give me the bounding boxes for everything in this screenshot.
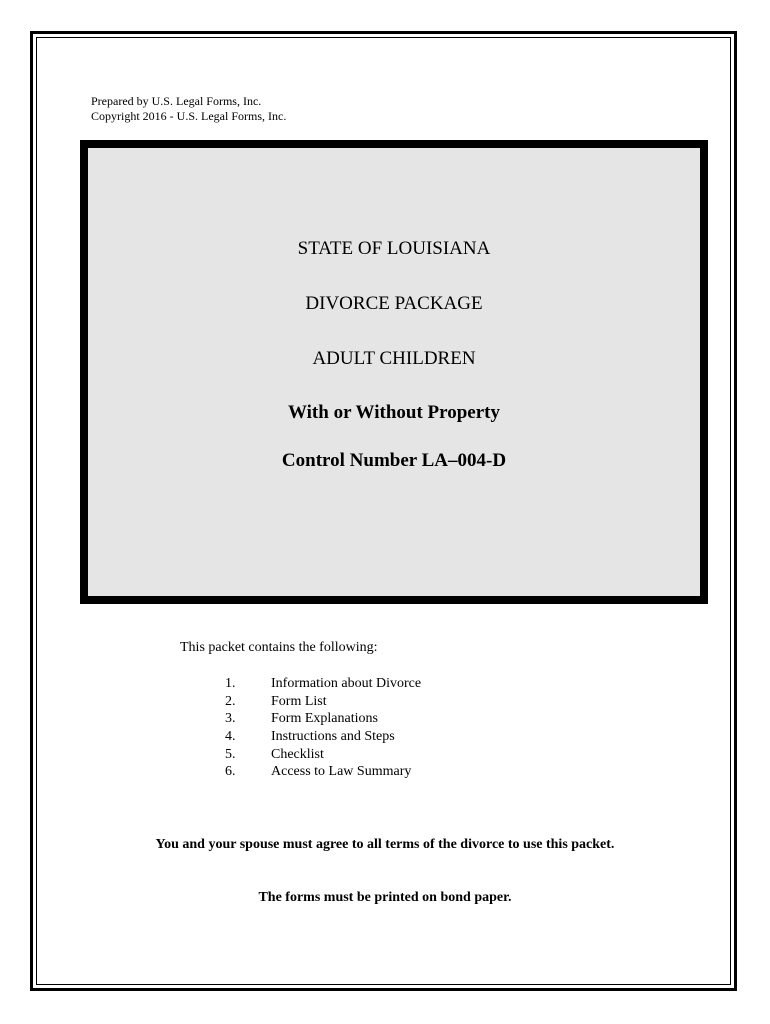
list-item-label: Checklist (271, 746, 324, 762)
list-item (225, 746, 421, 764)
property-title: With or Without Property (287, 402, 500, 423)
list-item-number: 5. (225, 746, 236, 762)
agreement-notice: You and your spouse must agree to all terms of the divorce to use this packet. (155, 837, 615, 852)
list-item (225, 710, 421, 728)
list-item-label: Form Explanations (271, 711, 378, 727)
list-item-number: 4. (225, 729, 236, 745)
state-title: STATE OF LOUISIANA (297, 238, 491, 259)
list-item-label: Form List (271, 693, 327, 709)
list-item (225, 763, 421, 781)
list-item (225, 675, 421, 693)
list-item-label: Information about Divorce (271, 676, 422, 691)
children-title: ADULT CHILDREN (312, 348, 476, 369)
copyright-text: Copyright 2016 - U.S. Legal Forms, Inc. (91, 109, 287, 123)
list-item-number: 3. (225, 711, 236, 727)
title-box (80, 140, 708, 604)
control-number: Control Number LA–004-D (281, 450, 507, 471)
list-item (225, 693, 421, 711)
list-item-number: 6. (225, 764, 236, 780)
paper-notice: The forms must be printed on bond paper. (258, 890, 512, 905)
package-title: DIVORCE PACKAGE (305, 293, 483, 314)
contents-intro: This packet contains the following: (180, 640, 378, 655)
list-item-label: Access to Law Summary (271, 764, 412, 780)
list-item (225, 728, 421, 746)
prepared-by-text: Prepared by U.S. Legal Forms, Inc. (91, 94, 262, 108)
contents-list (225, 675, 421, 781)
list-item-label: Instructions and Steps (271, 729, 395, 745)
prepared-by-block (91, 94, 286, 124)
list-item-number: 1. (225, 676, 236, 691)
list-item-number: 2. (225, 693, 236, 709)
